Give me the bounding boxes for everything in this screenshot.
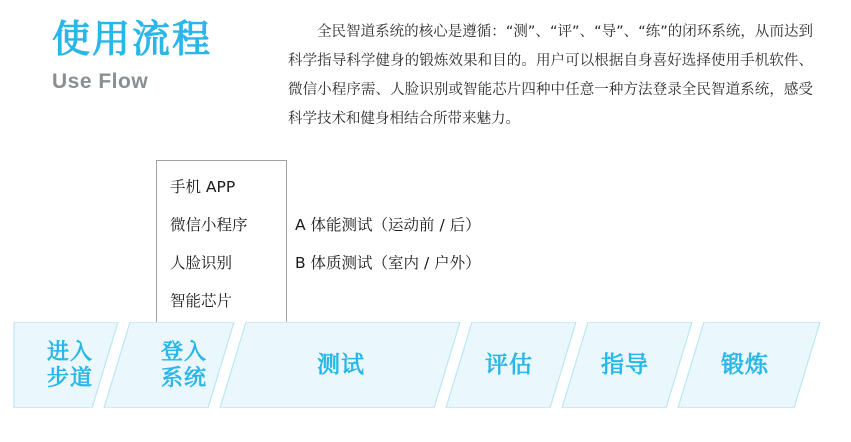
- title-block: [52, 16, 292, 94]
- step-label-line1: 登入: [160, 340, 207, 365]
- test-types-list: [295, 206, 525, 282]
- step-label-2: [144, 340, 224, 392]
- step-label-3: [296, 352, 386, 378]
- list-item: 智能芯片: [170, 292, 233, 310]
- list-item: 人脸识别: [170, 254, 233, 272]
- connector-hline-login: [156, 160, 286, 161]
- step-label-5: [580, 352, 670, 378]
- step-label-line1: 进入: [46, 340, 93, 365]
- step-label-line2: 步道: [46, 366, 93, 391]
- step-label-line2: 系统: [160, 366, 207, 391]
- list-item: B 体质测试（室内 / 户外）: [295, 254, 481, 272]
- step-label-line1: 指导: [601, 352, 649, 378]
- middle-diagram: [0, 160, 851, 320]
- step-label-line1: 测试: [317, 352, 365, 378]
- list-item: A 体能测试（运动前 / 后）: [295, 216, 481, 234]
- page-title-en: Use Flow: [52, 70, 149, 93]
- step-label-1: [30, 340, 110, 392]
- step-label-line1: 锻炼: [721, 352, 769, 378]
- step-label-4: [464, 352, 554, 378]
- step-label-line1: 评估: [485, 352, 533, 378]
- step-label-6: [700, 352, 790, 378]
- list-item: 微信小程序: [170, 216, 248, 234]
- connector-vline-test: [286, 160, 287, 322]
- process-ribbon: [0, 322, 851, 408]
- intro-text: 全民智道系统的核心是遵循：“测”、“评”、“导”、“练”的闭环系统，从而达到科学指导科学健身的锻炼效果和目的。用户可以根据自身喜好选择使用手机软件、微信小程序需、人脸识别或智能芯片四种中任意一种方法登录全民智道系统，感受科学技术和健身相结合所带来魅力。: [288, 24, 813, 127]
- connector-vline-login: [156, 160, 157, 322]
- intro-paragraph: [288, 18, 813, 134]
- list-item: 手机 APP: [170, 178, 236, 196]
- page-title-cn: 使用流程: [52, 17, 213, 61]
- login-methods-list: [170, 168, 278, 320]
